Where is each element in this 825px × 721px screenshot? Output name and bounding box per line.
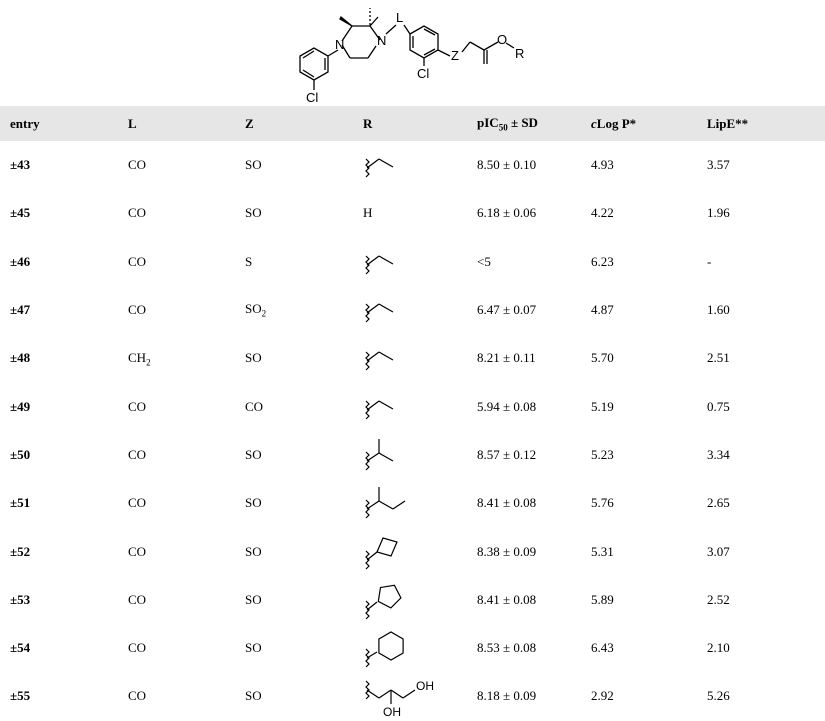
r-group-ethyl-structure bbox=[363, 142, 443, 188]
r-group-ethyl-structure bbox=[363, 335, 443, 381]
cell-lipe: 2.52 bbox=[707, 591, 730, 607]
cell-r bbox=[363, 624, 477, 672]
r-group-cyclohexyl-structure bbox=[363, 625, 443, 671]
cell-pic50: 8.50 ± 0.10 bbox=[477, 157, 537, 173]
cell-entry: ±47 bbox=[10, 302, 31, 318]
cell-l: CO bbox=[128, 398, 147, 414]
table-row bbox=[0, 624, 825, 672]
cell-lipe: 3.34 bbox=[707, 446, 730, 462]
cell-r bbox=[363, 286, 477, 334]
cell-clogp: 2.92 bbox=[591, 688, 614, 704]
cell-r bbox=[363, 479, 477, 527]
header-lipe: LipE** bbox=[707, 106, 825, 141]
cell-pic50: 8.57 ± 0.12 bbox=[477, 446, 537, 462]
atom-z: Z bbox=[451, 48, 459, 63]
cell-r bbox=[363, 527, 477, 575]
cell-r bbox=[363, 238, 477, 286]
cell-clogp: 5.70 bbox=[591, 350, 614, 366]
atom-o: O bbox=[497, 32, 508, 47]
cell-pic50: 8.38 ± 0.09 bbox=[477, 543, 537, 559]
header-clogp: cLog P* bbox=[591, 106, 707, 141]
scaffold-structure bbox=[0, 0, 825, 106]
cell-z: SO bbox=[245, 495, 262, 511]
r-group-isopropyl-structure bbox=[363, 432, 443, 478]
cell-l: CO bbox=[128, 253, 147, 269]
cell-z: SO bbox=[245, 157, 262, 173]
cell-z: SO bbox=[245, 543, 262, 559]
atom-cl-left: Cl bbox=[306, 90, 319, 105]
cell-z: CO bbox=[245, 398, 264, 414]
cell-pic50: 6.18 ± 0.06 bbox=[477, 205, 537, 221]
cell-entry: ±45 bbox=[10, 205, 31, 221]
cell-entry: ±43 bbox=[10, 157, 31, 173]
r-group-cyclopentyl-structure bbox=[363, 577, 443, 623]
cell-l: CO bbox=[128, 543, 147, 559]
atom-l: L bbox=[396, 10, 404, 25]
cell-r: H bbox=[363, 205, 373, 221]
cell-lipe: - bbox=[707, 253, 712, 269]
table-row bbox=[0, 672, 825, 720]
cell-z: $SO_2$ bbox=[245, 301, 267, 319]
cell-clogp: 5.76 bbox=[591, 495, 614, 511]
table-header-row bbox=[0, 106, 825, 141]
cell-pic50: 5.94 ± 0.08 bbox=[477, 398, 537, 414]
sar-table bbox=[0, 106, 825, 721]
r-group-ethyl-structure bbox=[363, 287, 443, 333]
cell-l: CO bbox=[128, 591, 147, 607]
cell-l: CO bbox=[128, 495, 147, 511]
cell-clogp: 5.31 bbox=[591, 543, 614, 559]
table-row bbox=[0, 238, 825, 286]
cell-entry: ±50 bbox=[10, 446, 31, 462]
cell-z: SO bbox=[245, 640, 262, 656]
header-entry: entry bbox=[0, 106, 128, 141]
cell-r bbox=[363, 576, 477, 624]
cell-lipe: 2.51 bbox=[707, 350, 730, 366]
table-row bbox=[0, 141, 825, 189]
atom-n1: N bbox=[335, 37, 345, 52]
cell-r bbox=[363, 382, 477, 430]
table-row bbox=[0, 479, 825, 527]
cell-r bbox=[363, 431, 477, 479]
cell-r bbox=[363, 141, 477, 189]
cell-clogp: 4.93 bbox=[591, 157, 614, 173]
cell-pic50: 6.47 ± 0.07 bbox=[477, 302, 537, 318]
cell-pic50: 8.41 ± 0.08 bbox=[477, 591, 537, 607]
cell-clogp: 4.87 bbox=[591, 302, 614, 318]
cell-lipe: 1.60 bbox=[707, 302, 730, 318]
r-group-ethyl-structure bbox=[363, 384, 443, 430]
cell-lipe: 5.26 bbox=[707, 688, 730, 704]
cell-clogp: 4.22 bbox=[591, 205, 614, 221]
table-row bbox=[0, 527, 825, 575]
cell-clogp: 5.89 bbox=[591, 591, 614, 607]
cell-clogp: 6.23 bbox=[591, 253, 614, 269]
cell-z: S bbox=[245, 253, 253, 269]
r-group-ethyl-structure bbox=[363, 239, 443, 285]
r-hydroxyl-label: OH bbox=[416, 679, 434, 694]
header-z: Z bbox=[245, 106, 363, 141]
cell-entry: ±54 bbox=[10, 640, 31, 656]
cell-z: SO bbox=[245, 591, 262, 607]
cell-entry: ±51 bbox=[10, 495, 31, 511]
cell-clogp: 5.19 bbox=[591, 398, 614, 414]
r-group-diol-structure bbox=[363, 673, 443, 719]
atom-n2: N bbox=[377, 33, 387, 48]
cell-pic50: 8.53 ± 0.08 bbox=[477, 640, 537, 656]
cell-pic50: 8.41 ± 0.08 bbox=[477, 495, 537, 511]
cell-pic50: 8.18 ± 0.09 bbox=[477, 688, 537, 704]
cell-z: SO bbox=[245, 205, 262, 221]
table-row bbox=[0, 286, 825, 334]
atom-cl-right: Cl bbox=[417, 66, 430, 81]
cell-z: SO bbox=[245, 446, 262, 462]
atom-r: R bbox=[515, 46, 525, 61]
cell-entry: ±49 bbox=[10, 398, 31, 414]
header-pic50: pIC$_{50}$ ± SD bbox=[477, 106, 591, 141]
chemical-scaffold bbox=[0, 0, 825, 106]
cell-entry: ±55 bbox=[10, 688, 31, 704]
cell-lipe: 2.10 bbox=[707, 640, 730, 656]
cell-l: CO bbox=[128, 446, 147, 462]
cell-l: CO bbox=[128, 302, 147, 318]
r-group-secbutyl-structure bbox=[363, 480, 443, 526]
cell-clogp: 5.23 bbox=[591, 446, 614, 462]
cell-l: CO bbox=[128, 640, 147, 656]
cell-r bbox=[363, 672, 477, 720]
cell-l: $CH_2$ bbox=[128, 349, 151, 368]
table-row bbox=[0, 431, 825, 479]
cell-lipe: 3.07 bbox=[707, 543, 730, 559]
cell-l: CO bbox=[128, 205, 147, 221]
cell-lipe: 1.96 bbox=[707, 205, 730, 221]
cell-z: SO bbox=[245, 350, 262, 366]
cell-pic50: 8.21 ± 0.11 bbox=[477, 350, 536, 366]
header-r: R bbox=[363, 106, 477, 141]
cell-clogp: 6.43 bbox=[591, 640, 614, 656]
table-row bbox=[0, 334, 825, 382]
cell-l: CO bbox=[128, 688, 147, 704]
cell-entry: ±48 bbox=[10, 350, 31, 366]
cell-r bbox=[363, 334, 477, 382]
cell-lipe: 0.75 bbox=[707, 398, 730, 414]
header-l: L bbox=[128, 106, 245, 141]
r-group-cyclobutyl-structure bbox=[363, 529, 443, 575]
cell-lipe: 3.57 bbox=[707, 157, 730, 173]
cell-entry: ±52 bbox=[10, 543, 31, 559]
table-row bbox=[0, 576, 825, 624]
cell-entry: ±53 bbox=[10, 591, 31, 607]
cell-pic50: <5 bbox=[477, 253, 491, 269]
cell-l: CO bbox=[128, 157, 147, 173]
table-row bbox=[0, 382, 825, 430]
r-hydroxyl-label: OH bbox=[383, 705, 401, 720]
cell-z: SO bbox=[245, 688, 262, 704]
cell-lipe: 2.65 bbox=[707, 495, 730, 511]
cell-entry: ±46 bbox=[10, 253, 31, 269]
table-row bbox=[0, 189, 825, 237]
